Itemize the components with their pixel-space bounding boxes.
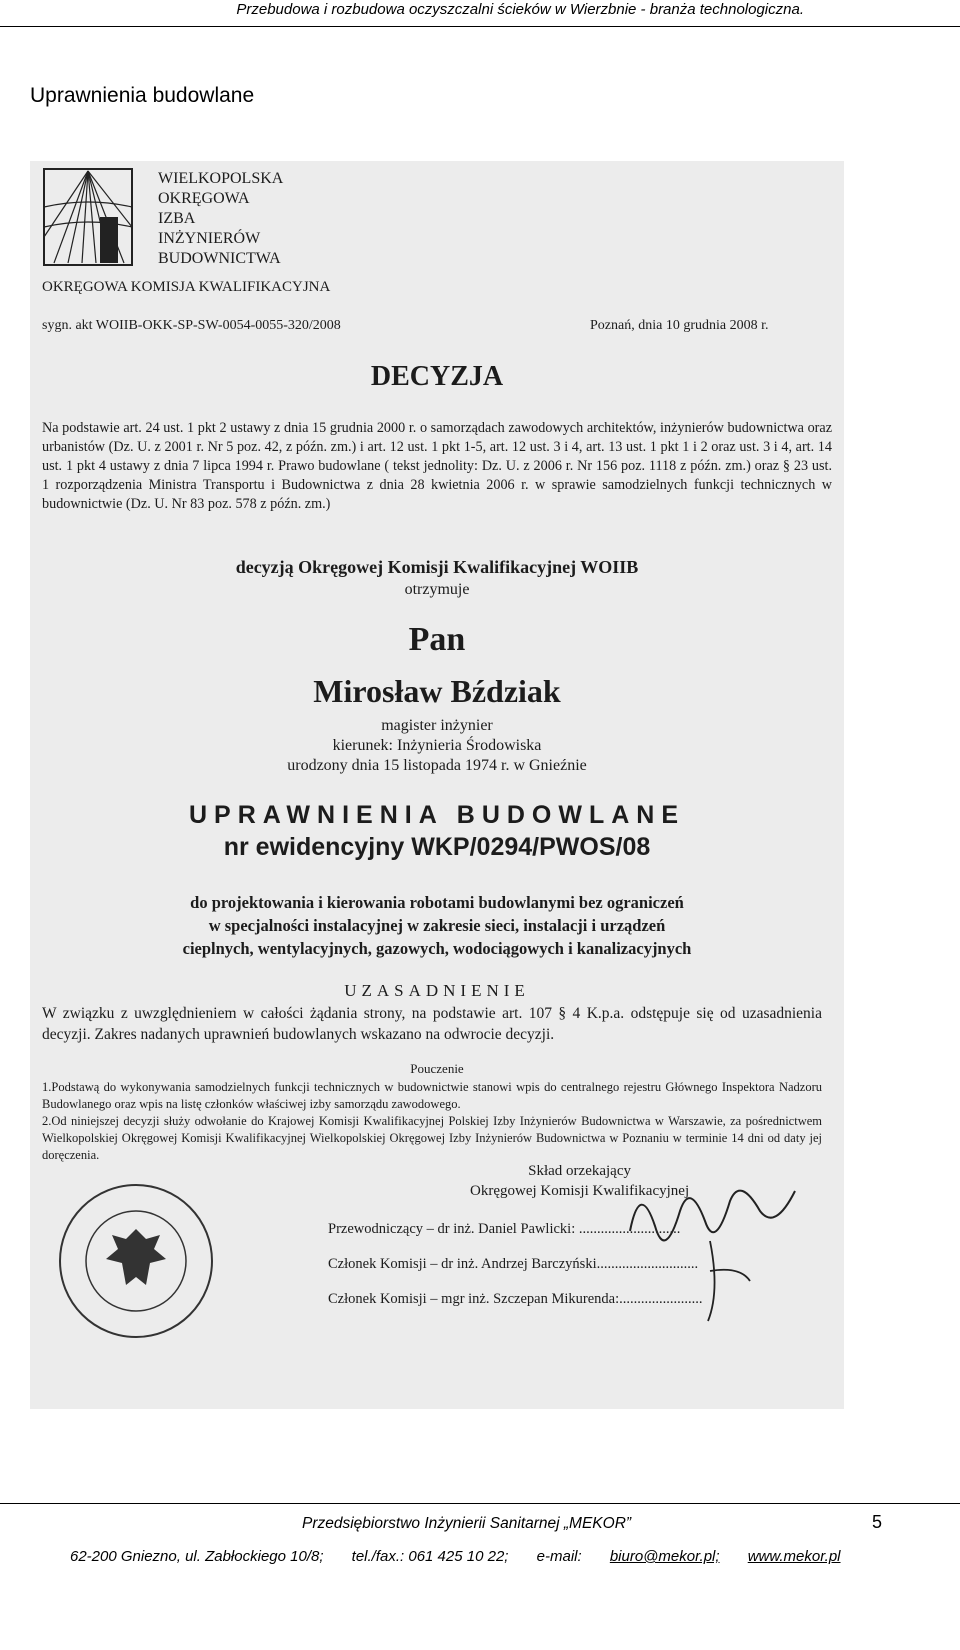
- salutation: Pan: [408, 621, 466, 658]
- footer-email-label: e-mail:: [536, 1548, 586, 1565]
- instruction-2: 2.Od niniejszej decyzji służy odwołanie do Krajowej Komisji Kwalifikacyjnej Polskiej Izby Inżynierów Budownictwa w Warszawie, za pośrednictwem Wielkopolskiej Okręgowej Komisji Kwalifikacyjnej Wielkopolskiej Okręgowej Izby Inżynierów Budownictwa w Poznaniu w terminie 14 dni od daty jej doręczenia.: [42, 1114, 822, 1162]
- panel-member-chair: Przewodniczący – dr inż. Daniel Pawlicki: ............................: [328, 1221, 681, 1237]
- receives-label: otrzymuje: [404, 581, 470, 598]
- decision-heading: DECYZJA: [370, 361, 504, 392]
- recipient-name: Mirosław Bździak: [313, 673, 561, 709]
- chamber-logo-icon: [42, 167, 134, 267]
- footer-contact: [70, 1548, 841, 1565]
- permit-title: UPRAWNIENIA BUDOWLANE: [188, 801, 686, 829]
- signature-icon: [610, 1171, 810, 1331]
- instructions: [42, 1079, 822, 1164]
- justification-heading: UZASADNIENIE: [344, 981, 530, 1000]
- footer-phone: tel./fax.: 061 425 10 22;: [351, 1548, 509, 1565]
- footer-website-link[interactable]: www.mekor.pl: [747, 1548, 841, 1565]
- case-number: sygn. akt WOIIB-OKK-SP-SW-0054-0055-320/2008: [42, 318, 341, 333]
- instruction-1: 1.Podstawą do wykonywania samodzielnych funkcji technicznych w budownictwie stanowi wpis do centralnego rejestru Głównego Inspektora Nadzoru Budowlanego oraz wpis na listę członków właściwej izby samorządu zawodowego.: [42, 1080, 822, 1111]
- instruction-heading: Pouczenie: [410, 1061, 464, 1076]
- panel-member-2: Członek Komisji – dr inż. Andrzej Barczyński............................: [328, 1256, 699, 1272]
- recipient-details: magister inżynier kierunek: Inżynieria Środowiska urodzony dnia 15 listopada 1974 r. w Gnieźnie: [287, 717, 587, 774]
- org-name: WIELKOPOLSKA OKRĘGOWA IZBA INŻYNIERÓW BUDOWNICTWA: [158, 170, 284, 267]
- committee-name: OKRĘGOWA KOMISJA KWALIFIKACYJNA: [42, 279, 331, 295]
- decision-by: decyzją Okręgowej Komisji Kwalifikacyjnej WOIIB: [235, 557, 639, 577]
- footer-address: 62-200 Gniezno, ul. Zabłockiego 10/8;: [70, 1548, 324, 1565]
- seal-icon: [56, 1181, 216, 1341]
- certificate-scan: [30, 161, 844, 1409]
- page-number: 5: [872, 1512, 883, 1532]
- page-header: [0, 0, 960, 27]
- place-date: Poznań, dnia 10 grudnia 2008 r.: [590, 318, 769, 333]
- footer-email-wrap: [537, 1548, 720, 1565]
- footer-email-link[interactable]: biuro@mekor.pl;: [609, 1548, 720, 1565]
- footer-divider: [0, 1503, 960, 1504]
- permit-number: nr ewidencyjny WKP/0294/PWOS/08: [223, 833, 651, 861]
- legal-basis: Na podstawie art. 24 ust. 1 pkt 2 ustawy z dnia 15 grudnia 2000 r. o samorządach zawodowych architektów, inżynierów budownictwa oraz urbanistów (Dz. U. z 2001 r. Nr 5 poz. 42, z późn. zm.) i art. 12 ust. 1 pkt 1-5, art. 12 ust. 3 i 4, art. 13 ust. 1 pkt 1 i 2 oraz ust. 3 i 4, art. 14 ust. 1 pkt 4 ustawy z dnia 7 lipca 1994 r. Prawo budowlane ( tekst jednolity: Dz. U. z 2006 r. Nr 156 poz. 1118 z późn. zm.) oraz § 23 ust. 1 rozporządzenia Ministra Transportu i Budownictwa z dnia 28 kwietnia 2006 r. w sprawie samodzielnych funkcji technicznych w budownictwie (Dz. U. Nr 83 poz. 578 z późn. zm.): [42, 420, 832, 512]
- footer-company: Przedsiębiorstwo Inżynierii Sanitarnej „MEKOR”: [302, 1515, 632, 1532]
- panel-member-3: Członek Komisji – mgr inż. Szczepan Mikurenda:.......................: [328, 1291, 703, 1307]
- running-title: Przebudowa i rozbudowa oczyszczalni ścieków w Wierzbnie - branża technologiczna.: [236, 1, 804, 18]
- permit-scope: do projektowania i kierowania robotami budowlanymi bez ograniczeń w specjalności instalacyjnej w zakresie sieci, instalacji i urządzeń cieplnych, wentylacyjnych, gazowych, wodociągowych i kanalizacyjnych: [182, 893, 692, 958]
- section-title: Uprawnienia budowlane: [30, 84, 255, 107]
- panel-heading: Skład orzekający Okręgowej Komisji Kwalifikacyjnej: [470, 1163, 690, 1199]
- justification-text: W związku z uwzględnieniem w całości żądania strony, na podstawie art. 107 § 4 K.p.a. odstępuje się od uzasadnienia decyzji. Zakres nadanych uprawnień budowlanych wskazano na odwrocie decyzji.: [42, 1005, 822, 1043]
